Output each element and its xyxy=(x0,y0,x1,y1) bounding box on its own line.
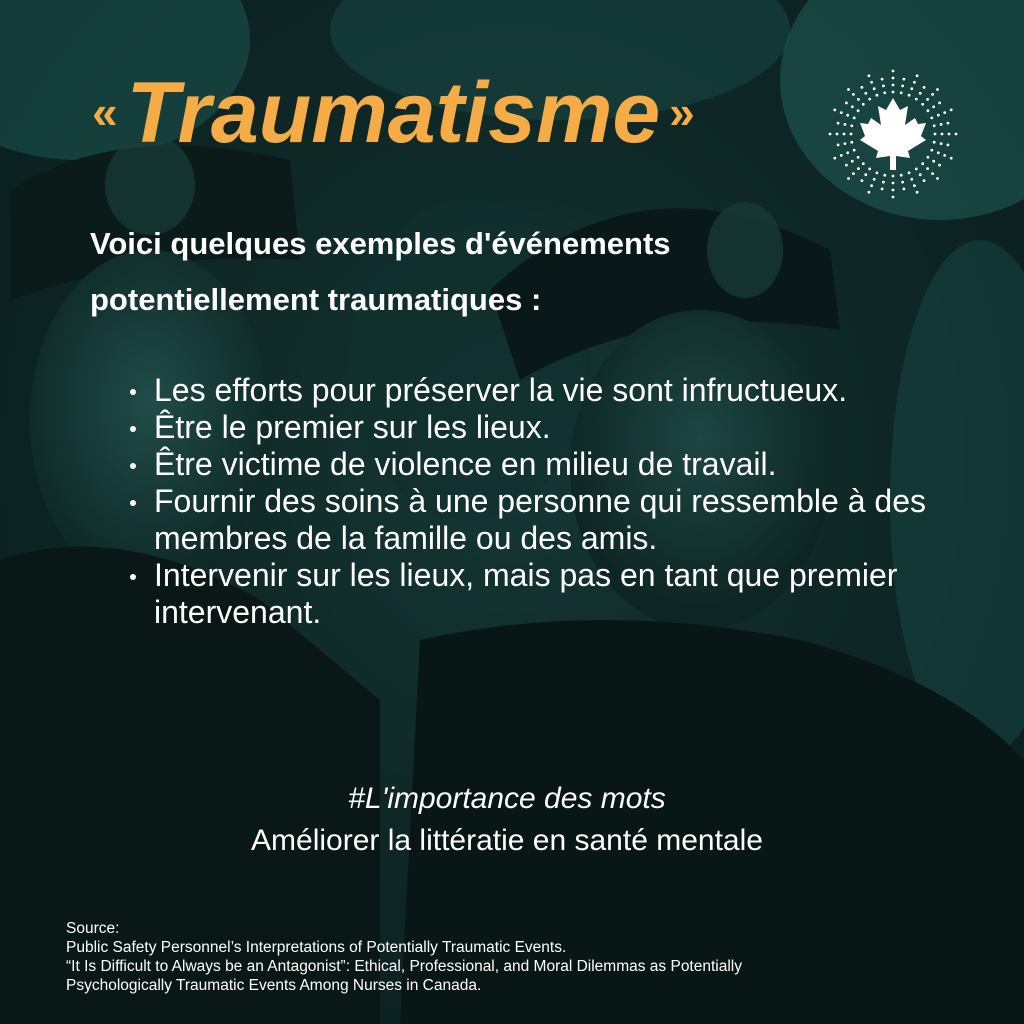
hashtag: #L'importance des mots xyxy=(348,782,666,815)
intro-text: Voici quelques exemples d'événements potentiellement traumatiques : xyxy=(90,226,671,317)
source-line-2: “It Is Difficult to Always be an Antagonist”: Ethical, Professional, and Moral Dilemmas as Potentially xyxy=(66,958,742,975)
examples-list xyxy=(128,372,928,631)
list-item: Intervenir sur les lieux, mais pas en tant que premier intervenant. xyxy=(128,557,928,631)
source-label: Source: xyxy=(66,920,120,937)
list-item: Être le premier sur les lieux. xyxy=(128,409,928,446)
list-item: Être victime de violence en milieu de travail. xyxy=(128,446,928,483)
list-item: Les efforts pour préserver la vie sont infructueux. xyxy=(128,372,928,409)
campaign-subtitle: Améliorer la littératie en santé mentale xyxy=(251,824,763,857)
source-citation xyxy=(66,919,966,995)
source-line-1: Public Safety Personnel’s Interpretations of Potentially Traumatic Events. xyxy=(66,939,567,956)
source-line-3: Psychologically Traumatic Events Among Nurses in Canada. xyxy=(66,977,482,994)
title-word: Traumatisme xyxy=(126,65,661,161)
title-traumatisme xyxy=(92,65,695,161)
list-item: Fournir des soins à une personne qui ressemble à des membres de la famille ou des amis. xyxy=(128,483,928,557)
maple-leaf-icon xyxy=(818,50,968,200)
close-quote: » xyxy=(669,86,695,138)
open-quote: « xyxy=(92,86,118,138)
